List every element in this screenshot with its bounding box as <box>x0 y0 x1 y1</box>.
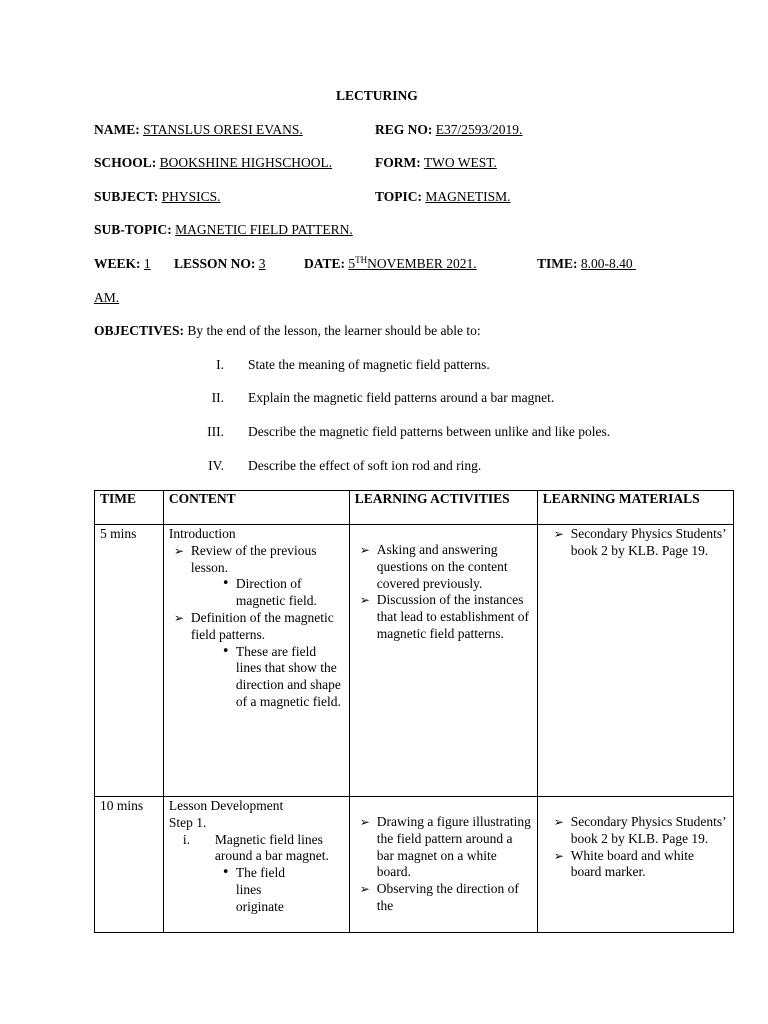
form-value: TWO WEST. <box>423 155 497 170</box>
objectives-intro: By the end of the lesson, the learner should be able to: <box>187 323 481 338</box>
step-label: Step 1. <box>168 814 207 830</box>
list-item: ➢ Drawing a figure illustrating the field pattern around a bar magnet on a white board. <box>355 814 532 881</box>
table-row <box>95 797 734 933</box>
subject-line <box>94 189 221 205</box>
cell-time: 5 mins <box>95 525 164 797</box>
objectives-line <box>94 323 481 339</box>
date-value <box>348 256 476 271</box>
content-heading: Introduction <box>168 526 236 541</box>
table-row <box>95 525 734 797</box>
school-value: BOOKSHINE HIGHSCHOOL. <box>159 155 333 170</box>
cell-content <box>163 797 349 933</box>
date-rest: NOVEMBER 2021. <box>367 256 477 271</box>
cell-activities <box>349 797 537 933</box>
subject-label: SUBJECT: <box>94 189 159 204</box>
list-item: ➢ Definition of the magnetic field patterns. • These are field lines that show the direction and shape of a magnetic field. <box>169 610 344 711</box>
list-item: ➢ White board and white board marker. <box>549 848 728 882</box>
objective-text: State the meaning of magnetic field patterns. <box>248 357 490 372</box>
list-item: • These are field lines that show the direction and shape of a magnetic field. <box>211 644 344 711</box>
reg-value: E37/2593/2019. <box>435 122 523 137</box>
materials-list <box>543 814 728 881</box>
cell-materials <box>537 797 733 933</box>
name-value: STANSLUS ORESI EVANS. <box>143 122 303 137</box>
cell-time: 10 mins <box>95 797 164 933</box>
lesson-line <box>174 256 266 272</box>
topic-value: MAGNETISM. <box>425 189 511 204</box>
activities-list <box>355 542 532 643</box>
objective-text: Describe the effect of soft ion rod and ring. <box>248 458 482 473</box>
header-time: TIME <box>95 491 164 525</box>
topic-label: TOPIC: <box>375 189 423 204</box>
cell-materials <box>537 525 733 797</box>
objective-number: IV. <box>208 458 224 473</box>
date-label: DATE: <box>304 256 346 271</box>
sub-list <box>191 576 344 610</box>
content-list <box>169 543 344 711</box>
date-day: 5 <box>348 256 356 271</box>
subtopic-label: SUB-TOPIC: <box>94 222 172 237</box>
week-label: WEEK: <box>94 256 141 271</box>
table-header-row <box>95 491 734 525</box>
time-line <box>537 256 636 272</box>
list-item: ➢ Discussion of the instances that lead to establishment of magnetic field patterns. <box>355 592 532 642</box>
content-heading: Lesson Development <box>168 798 284 813</box>
lesson-value: 3 <box>258 256 266 271</box>
objective-number: III. <box>207 424 224 439</box>
objective-text: Explain the magnetic field patterns around a bar magnet. <box>248 390 555 405</box>
objective-text: Describe the magnetic field patterns between unlike and like poles. <box>248 424 611 439</box>
lesson-label: LESSON NO: <box>174 256 256 271</box>
objective-number: I. <box>216 357 224 372</box>
subtopic-value: MAGNETIC FIELD PATTERN. <box>175 222 353 237</box>
header-materials: LEARNING MATERIALS <box>537 491 733 525</box>
list-item: ➢ Review of the previous lesson. • Direction of magnetic field. <box>169 543 344 610</box>
time-continuation <box>94 290 119 306</box>
form-line <box>375 155 497 171</box>
cell-activities <box>349 525 537 797</box>
roman-text: Magnetic field lines around a bar magnet. <box>214 831 329 864</box>
materials-list <box>543 526 728 560</box>
reg-label: REG NO: <box>375 122 433 137</box>
lesson-plan-table <box>94 490 734 933</box>
form-label: FORM: <box>375 155 421 170</box>
week-line <box>94 256 151 272</box>
list-item: ➢ Observing the direction of the <box>355 881 532 915</box>
time-value-cont: AM. <box>94 290 120 305</box>
reg-line <box>375 122 522 138</box>
school-line <box>94 155 332 171</box>
roman-item <box>169 832 344 866</box>
list-item: ➢ Secondary Physics Students’ book 2 by KLB. Page 19. <box>549 526 728 560</box>
cell-content <box>163 525 349 797</box>
name-line <box>94 122 303 138</box>
time-label: TIME: <box>537 256 578 271</box>
name-label: NAME: <box>94 122 140 137</box>
document-title: LECTURING <box>336 88 418 103</box>
objective-number: II. <box>211 390 224 405</box>
subject-value: PHYSICS. <box>161 189 221 204</box>
roman-number: i. <box>182 831 191 847</box>
subtopic-line <box>94 222 353 238</box>
list-item: ➢ Secondary Physics Students’ book 2 by KLB. Page 19. <box>549 814 728 848</box>
list-item: • Direction of magnetic field. <box>211 576 344 610</box>
objectives-label: OBJECTIVES: <box>94 323 185 338</box>
list-item: • The field lines originate <box>211 865 296 915</box>
list-item: ➢ Asking and answering questions on the content covered previously. <box>355 542 532 592</box>
date-superscript: TH <box>355 255 368 265</box>
header-activities: LEARNING ACTIVITIES <box>349 491 537 525</box>
sub-list <box>169 865 344 915</box>
school-label: SCHOOL: <box>94 155 157 170</box>
activities-list <box>355 814 532 915</box>
topic-line <box>375 189 511 205</box>
week-value: 1 <box>143 256 151 271</box>
date-line <box>304 256 477 272</box>
time-value: 8.00-8.40 <box>580 256 633 271</box>
sub-list <box>191 644 344 711</box>
header-content: CONTENT <box>163 491 349 525</box>
